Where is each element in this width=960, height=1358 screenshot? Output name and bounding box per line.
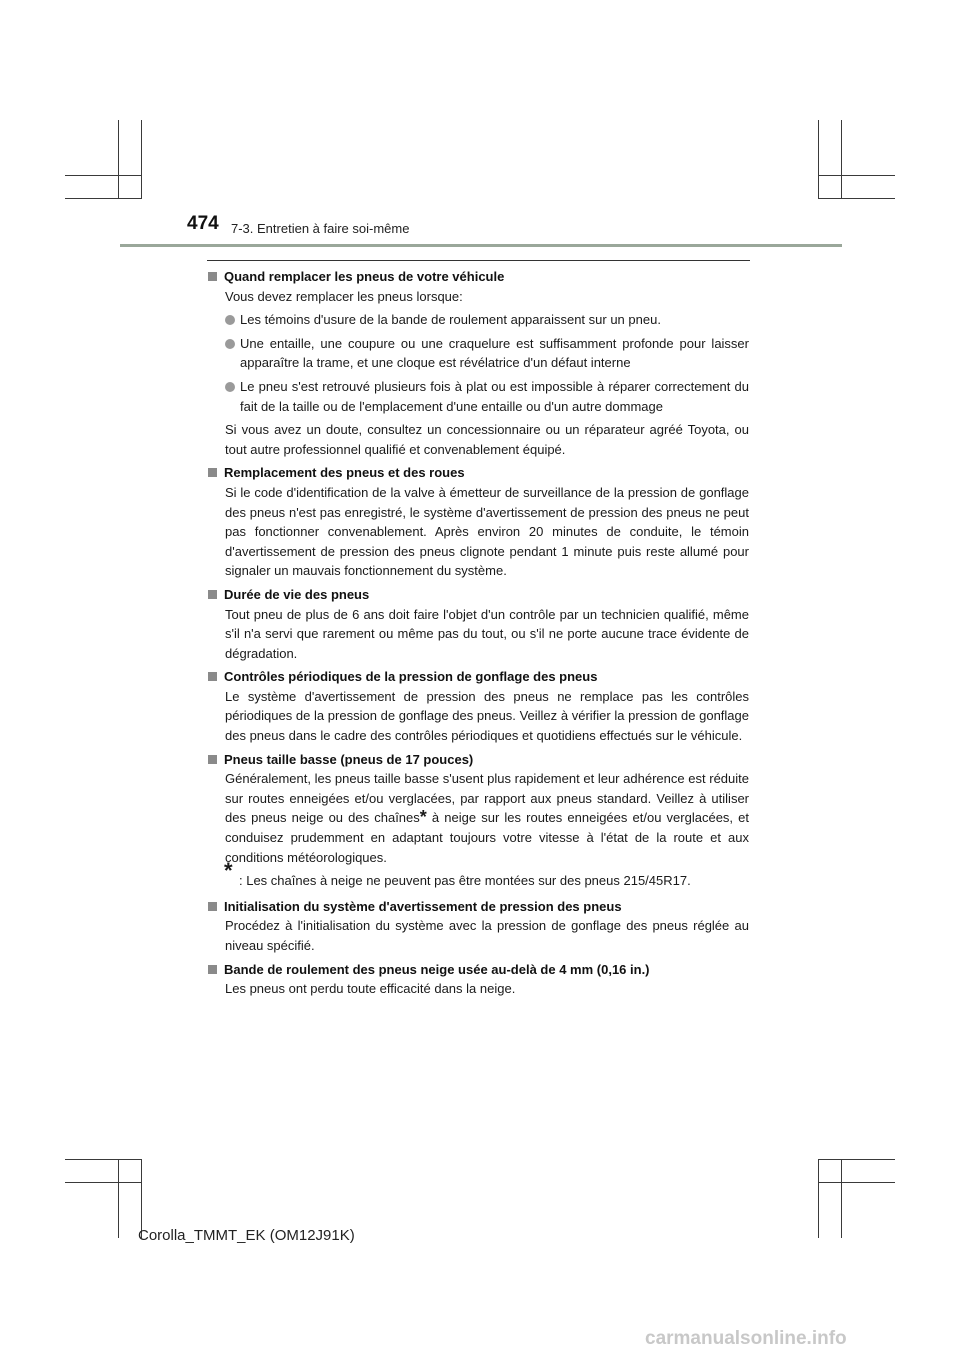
footnote-text: : Les chaînes à neige ne peuvent pas être montées sur des pneus 215/45R17. — [239, 873, 691, 889]
round-bullet-icon — [225, 339, 235, 349]
square-bullet-icon — [208, 272, 217, 281]
list-item-text: Le pneu s'est retrouvé plusieurs fois à plat ou est impossible à réparer correctement du fait de la taille ou de l'emplacement d'une entaille ou d'un autre dommage — [240, 378, 749, 414]
crop-mark — [118, 120, 119, 199]
section-heading — [207, 267, 749, 287]
section-title: 7-3. Entretien à faire soi-même — [231, 221, 410, 236]
section-intro: Vous devez remplacer les pneus lorsque: — [225, 288, 463, 304]
section-outro: Si vous avez un doute, consultez un concessionnaire ou un réparateur agréé Toyota, ou tout autre professionnel qualifié et convenablement équipé. — [225, 422, 749, 457]
square-bullet-icon — [208, 468, 217, 477]
section-heading-text: Bande de roulement des pneus neige usée au-delà de 4 mm (0,16 in.) — [224, 961, 650, 977]
list-item — [207, 334, 749, 373]
crop-mark — [818, 1182, 895, 1183]
section-text: Tout pneu de plus de 6 ans doit faire l'objet d'un contrôle par un technicien qualifié, même s'il n'a servi que rarement ou même pas du tout, ou s'il ne porte aucune trace évidente de dégradation. — [225, 606, 749, 661]
round-bullet-icon — [225, 382, 235, 392]
page-number: 474 — [187, 213, 219, 234]
crop-mark — [65, 1159, 141, 1160]
crop-mark — [65, 198, 141, 199]
crop-mark — [841, 120, 842, 199]
section-text: Les pneus ont perdu toute efficacité dans la neige. — [225, 981, 516, 997]
footnote-mark: * — [419, 807, 427, 828]
square-bullet-icon — [208, 902, 217, 911]
section-text: Procédez à l'initialisation du système avec la pression de gonflage des pneus réglée au niveau spécifié. — [225, 918, 749, 953]
list-item — [207, 377, 749, 416]
section-heading-text: Initialisation du système d'avertissement de pression des pneus — [224, 898, 622, 914]
section-replacement — [207, 463, 749, 581]
section-text-part: Généralement, les pneus taille basse s'usent plus rapidement et leur adhérence est réduite sur routes enneigées et/ou verglacées, par rapport aux pneus standard. Veillez à utiliser des pneus neige ou des chaînes — [225, 771, 749, 826]
site-watermark: carmanualsonline.info — [645, 1328, 847, 1349]
square-bullet-icon — [208, 672, 217, 681]
crop-mark — [118, 1159, 119, 1238]
section-heading-text: Pneus taille basse (pneus de 17 pouces) — [224, 751, 474, 767]
section-text: Le système d'avertissement de pression des pneus ne remplace pas les contrôles périodiques de la pression de gonflage des pneus. Veillez à vérifier la pression de gonflage des pneus dans le cadre des contrôles périodiques et quotidiens effectués sur le véhicule. — [225, 688, 749, 744]
content-top-rule — [207, 260, 750, 261]
crop-mark — [65, 175, 141, 176]
section-heading-text: Remplacement des pneus et des roues — [224, 465, 465, 481]
section-heading — [207, 897, 749, 917]
list-item-text: Une entaille, une coupure ou une craquelure est suffisamment profonde pour laisser apparaître la trame, et une cloque est révélatrice d'un défaut interne — [240, 335, 749, 371]
crop-mark — [841, 1159, 842, 1238]
round-bullet-icon — [225, 315, 235, 325]
square-bullet-icon — [208, 965, 217, 974]
model-footer: Corolla_TMMT_EK (OM12J91K) — [138, 1227, 355, 1244]
section-text — [207, 769, 749, 867]
crop-mark — [65, 1182, 141, 1183]
section-initialization — [207, 897, 749, 956]
crop-mark — [141, 120, 142, 199]
section-text: Si le code d'identification de la valve à émetteur de surveillance de la pression de gonflage des pneus n'est pas enregistré, le système d'avertissement de pression des pneus ne peut pas fonctionner convenablement. Après environ 20 minutes de conduite, le témoin d'avertissement de pression des pneus clignote pendant 1 minute puis reste allumé pour signaler un mauvais fonctionnement du système. — [225, 484, 749, 579]
section-heading — [207, 750, 749, 770]
section-heading — [207, 667, 749, 687]
crop-mark — [818, 175, 895, 176]
section-periodic-checks — [207, 667, 749, 745]
crop-mark — [818, 1159, 819, 1238]
square-bullet-icon — [208, 755, 217, 764]
section-heading — [207, 585, 749, 605]
section-heading-text: Quand remplacer les pneus de votre véhicule — [224, 269, 505, 284]
list-item-text: Les témoins d'usure de la bande de roulement apparaissent sur un pneu. — [240, 312, 661, 328]
section-snow-tires — [207, 960, 749, 999]
section-heading-text: Durée de vie des pneus — [224, 586, 370, 602]
crop-mark — [818, 198, 895, 199]
section-heading — [207, 463, 749, 483]
section-heading-text: Contrôles périodiques de la pression de gonflage des pneus — [224, 669, 598, 685]
section-tire-life — [207, 585, 749, 663]
section-when-replace — [207, 267, 749, 459]
crop-mark — [818, 1159, 895, 1160]
square-bullet-icon — [208, 590, 217, 599]
crop-mark — [818, 120, 819, 199]
section-low-profile — [207, 750, 749, 891]
section-heading — [207, 960, 749, 980]
page-content — [207, 267, 749, 1003]
footnote: * : Les chaînes à neige ne peuvent pas être montées sur des pneus 215/45R17. — [224, 858, 691, 889]
section-text-part: à neige sur les routes enneigées et/ou verglacées, et conduisez prudemment en adaptant toujours votre vitesse à l'état de la route et aux conditions météorologiques. — [225, 810, 750, 865]
list-item — [207, 310, 749, 330]
header-rule — [120, 244, 842, 247]
